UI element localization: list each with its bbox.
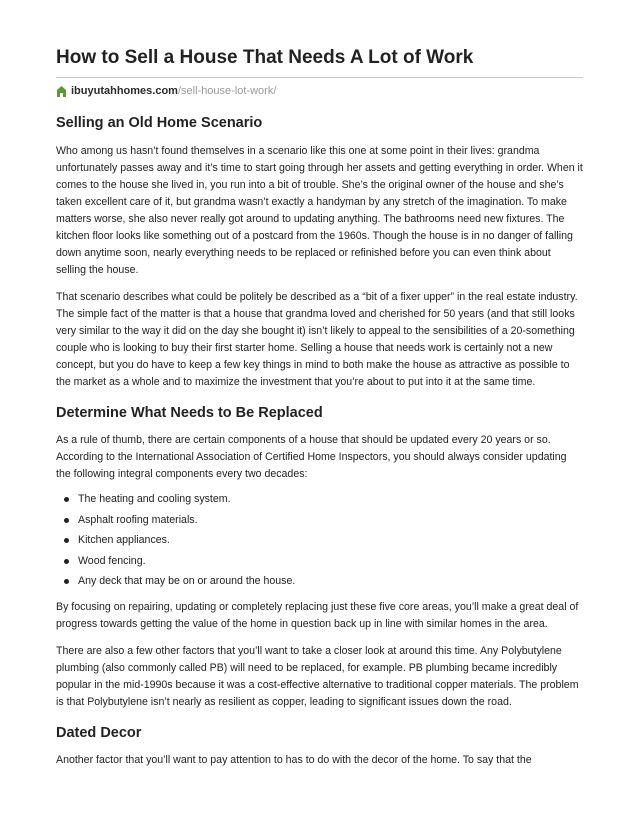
- list-item: Asphalt roofing materials.: [56, 512, 583, 533]
- document-page: [56, 46, 583, 769]
- list-item: Kitchen appliances.: [56, 532, 583, 553]
- list-item: Wood fencing.: [56, 553, 583, 574]
- source-path-link[interactable]: /sell-house-lot-work/: [177, 85, 277, 97]
- list-item: The heating and cooling system.: [56, 491, 583, 512]
- components-list: [56, 491, 583, 594]
- paragraph: Another factor that you’ll want to pay attention to has to do with the decor of the home. To say that the: [56, 753, 532, 766]
- paragraph: There are also a few other factors that you’ll want to take a closer look at around this time. Any Polybutylene plumbing (also commonly called PB) will need to be replaced, for example. PB plumbing became incredibly popular in the mid-1990s because it was a cost-effective alternative to traditional copper materials. The problem is that Polybutylene isn’t nearly as resilient as copper, leading to significant issues down the road.: [56, 644, 579, 708]
- paragraph: By focusing on repairing, updating or completely replacing just these five core areas, you’ll make a great deal of progress towards getting the value of the home in question back up in line with similar homes in the area.: [56, 600, 579, 630]
- source-domain-link[interactable]: ibuyutahhomes.com: [71, 85, 178, 97]
- paragraph: That scenario describes what could be politely be described as a “bit of a fixer upper” in the real estate industry. The simple fact of the matter is that a house that grandma loved and cherished for 50 years (and that still looks very similar to the way it did on the day she bought it) isn’t likely to appeal to the sensibilities of a 20-something couple who is looking to buy their first starter home. Selling a house that needs work is certainly not a new concept, but you do have to keep a few key things in mind to both make the house as attractive as possible to the market as a whole and to maximize the investment that you’re about to put into it at the same time.: [56, 291, 578, 388]
- article-title: How to Sell a House That Needs A Lot of Work: [56, 47, 474, 68]
- title-divider: [56, 77, 583, 78]
- section-heading-replace: Determine What Needs to Be Replaced: [56, 405, 323, 421]
- section-heading-old-home: Selling an Old Home Scenario: [56, 115, 263, 131]
- section-heading-decor: Dated Decor: [56, 724, 142, 741]
- paragraph: As a rule of thumb, there are certain components of a house that should be updated every 20 years or so. According to the International Association of Certified Home Inspectors, you should always consider updating the following integral components every two decades:: [56, 434, 567, 480]
- source-line: [56, 83, 583, 99]
- list-item: Any deck that may be on or around the house.: [56, 573, 583, 594]
- house-logo-icon: [56, 85, 67, 97]
- paragraph: Who among us hasn’t found themselves in a scenario like this one at some point in their lives: grandma unfortunately passes away and it’s time to start going through her assets and getting everything in order. When it comes to the house she lived in, you run into a bit of trouble. She’s the original owner of the house and she’s taken excellent care of it, but grandma wasn’t exactly a handyman by any stretch of the imagination. To make matters worse, she also never really got around to updating anything. The bathrooms need new fixtures. The kitchen floor looks like something out of a postcard from the 1960s. Though the house is in no danger of falling down anytime soon, nearly everything needs to be replaced or refinished before you can even think about selling the house.: [56, 145, 583, 276]
